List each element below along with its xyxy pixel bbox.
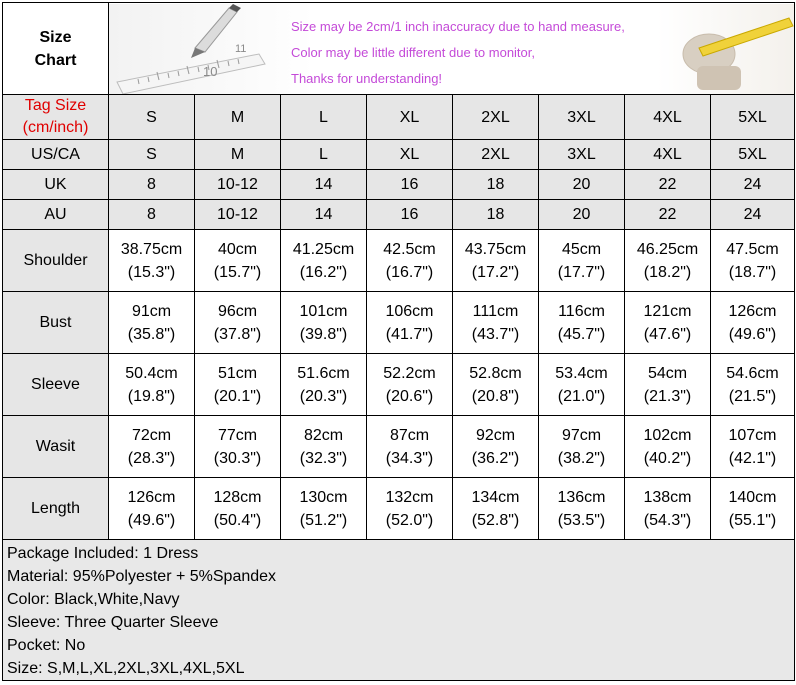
measurement-cell [195,354,281,416]
measurement-row [3,230,795,292]
measurement-cell [281,292,367,354]
measurement-cm: 126cm [728,302,777,320]
conversion-row-au [3,200,795,230]
table-cell: 10-12 [195,200,281,230]
measurement-cm: 132cm [385,488,434,506]
measurement-label: Shoulder [3,230,109,292]
size-header-cell: L [281,95,367,140]
banner-graphic [109,4,794,94]
measurement-inch: (42.1") [728,449,777,467]
measurement-cm: 52.8cm [469,364,522,382]
product-info [3,540,795,681]
measurement-cell [195,416,281,478]
table-cell: 16 [367,170,453,200]
measurement-cm: 128cm [213,488,262,506]
measurement-cm: 42.5cm [383,240,436,258]
measurement-inch: (41.7") [385,325,434,343]
table-cell: 16 [367,200,453,230]
tag-size-row [3,95,795,140]
table-cell: 18 [453,170,539,200]
measurement-cm: 130cm [299,488,348,506]
measurement-cell [281,354,367,416]
measurement-cell [625,478,711,540]
measurement-inch: (51.2") [299,511,348,529]
measurement-cell [625,416,711,478]
measurement-cm: 51cm [217,364,258,382]
measurement-cell [711,416,795,478]
measurement-cm: 40cm [217,240,258,258]
measurement-inch: (47.6") [643,325,692,343]
info-pocket: Pocket: No [7,637,86,654]
measurement-inch: (43.7") [471,325,520,343]
measurement-inch: (39.8") [299,325,348,343]
table-cell: XL [367,140,453,170]
table-cell: 10-12 [195,170,281,200]
measurement-cm: 54.6cm [726,364,779,382]
table-cell: M [195,140,281,170]
measurement-inch: (36.2") [471,449,520,467]
measurement-cm: 82cm [303,426,344,444]
measurement-label: Length [3,478,109,540]
table-cell: 24 [711,200,795,230]
measurement-inch: (15.7") [213,263,262,281]
measurement-rows [3,230,795,540]
table-cell: 20 [539,200,625,230]
measurement-inch: (21.3") [643,387,692,405]
measurement-inch: (49.6") [728,325,777,343]
measurement-cm: 134cm [471,488,520,506]
row-label-uk: UK [3,170,109,200]
table-cell: 24 [711,170,795,200]
table-cell: 8 [109,170,195,200]
measurement-inch: (52.8") [471,511,520,529]
measurement-inch: (32.3") [299,449,348,467]
size-chart-title [3,3,109,95]
measurement-cell [109,354,195,416]
measurement-cm: 43.75cm [464,240,527,258]
measurement-cell [367,292,453,354]
table-cell: 3XL [539,140,625,170]
measurement-inch: (45.7") [557,325,606,343]
measurement-cm: 96cm [217,302,258,320]
conversion-row-uk [3,170,795,200]
measurement-cell [195,478,281,540]
measurement-cell [539,292,625,354]
measurement-cm: 38.75cm [120,240,183,258]
table-cell: 22 [625,200,711,230]
size-header-cell: 4XL [625,95,711,140]
table-cell: 14 [281,170,367,200]
measurement-cm: 102cm [643,426,692,444]
measurement-cm: 92cm [475,426,516,444]
size-header-cell: M [195,95,281,140]
title-line-2: Chart [34,51,77,69]
measurement-cell [281,416,367,478]
measurement-cell [367,416,453,478]
measurement-cell [539,354,625,416]
measurement-cell [625,354,711,416]
tag-size-label-line-1: Tag Size [24,97,87,114]
ruler-icon [117,54,265,94]
measurement-cell [367,230,453,292]
measurement-cell [367,478,453,540]
measurement-cell [711,478,795,540]
table-cell: 8 [109,200,195,230]
measurement-inch: (17.2") [471,263,520,281]
measurement-cell [625,230,711,292]
measurement-cell [109,478,195,540]
measurement-inch: (53.5") [557,511,606,529]
measurement-cm: 46.25cm [636,240,699,258]
banner-row [3,3,795,95]
measurement-cell [539,230,625,292]
measurement-row [3,416,795,478]
table-cell: 18 [453,200,539,230]
ruler-number-11: 11 [235,42,247,55]
measurement-inch: (19.8") [127,387,176,405]
measurement-cm: 121cm [643,302,692,320]
measurement-inch: (18.7") [728,263,777,281]
measurement-inch: (16.7") [385,263,434,281]
measurement-cm: 54cm [647,364,688,382]
measurement-cell [195,230,281,292]
measurement-cell [453,230,539,292]
measurement-cell [109,416,195,478]
measurement-inch: (20.1") [213,387,262,405]
banner [109,3,795,95]
measurement-cell [453,292,539,354]
size-header-cell: 5XL [711,95,795,140]
measurement-inch: (21.0") [557,387,606,405]
measurement-inch: (37.8") [213,325,262,343]
note-line-2: Color may be little different due to monitor, [291,44,535,60]
measurement-cm: 50.4cm [125,364,178,382]
measurement-cm: 126cm [127,488,176,506]
measurement-inch: (49.6") [127,511,176,529]
measurement-cm: 97cm [561,426,602,444]
measurement-cell [281,478,367,540]
measurement-cm: 140cm [728,488,777,506]
measurement-cell [711,354,795,416]
info-material: Material: 95%Polyester + 5%Spandex [7,568,277,585]
table-cell: 14 [281,200,367,230]
measurement-cell [711,292,795,354]
measurement-inch: (30.3") [213,449,262,467]
product-info-row [3,540,795,681]
measurement-cm: 47.5cm [726,240,779,258]
measurement-inch: (34.3") [385,449,434,467]
measurement-cm: 53.4cm [555,364,608,382]
measurement-label: Wasit [3,416,109,478]
measurement-inch: (20.8") [471,387,520,405]
info-color: Color: Black,White,Navy [7,591,180,608]
table-cell: 4XL [625,140,711,170]
measurement-cell [109,292,195,354]
measurement-cm: 72cm [131,426,172,444]
measurement-cm: 51.6cm [297,364,350,382]
size-chart-sheet [2,2,794,683]
measurement-inch: (35.8") [127,325,176,343]
size-chart-table [2,2,795,681]
measurement-cm: 106cm [385,302,434,320]
measurement-cell [539,416,625,478]
measurement-row [3,292,795,354]
measurement-inch: (55.1") [728,511,777,529]
pen-icon [195,8,237,52]
measurement-cm: 45cm [561,240,602,258]
measurement-inch: (21.5") [728,387,777,405]
tag-size-label [3,95,109,140]
measurement-label: Sleeve [3,354,109,416]
hand-palm-icon [697,66,741,90]
table-cell: 2XL [453,140,539,170]
tag-size-label-line-2: (cm/inch) [22,119,89,136]
ruler-number-10: 10 [203,63,218,79]
measurement-cm: 52.2cm [383,364,436,382]
measurement-cell [367,354,453,416]
title-line-1: Size [39,28,72,46]
table-cell: S [109,140,195,170]
row-label-us-ca: US/CA [3,140,109,170]
measurement-label: Bust [3,292,109,354]
measurement-inch: (38.2") [557,449,606,467]
disclaimer-notes [291,14,625,92]
table-cell: 20 [539,170,625,200]
info-package: Package Included: 1 Dress [7,545,199,562]
measurement-cell [281,230,367,292]
measurement-cm: 101cm [299,302,348,320]
measurement-inch: (28.3") [127,449,176,467]
table-cell: L [281,140,367,170]
measurement-cm: 91cm [131,302,172,320]
measurement-cell [539,478,625,540]
measurement-row [3,478,795,540]
measurement-cm: 116cm [558,302,605,320]
measurement-inch: (52.0") [385,511,434,529]
measurement-inch: (50.4") [213,511,262,529]
measurement-inch: (40.2") [643,449,692,467]
measurement-cell [625,292,711,354]
size-header-cell: XL [367,95,453,140]
measurement-inch: (15.3") [127,263,176,281]
measurement-cm: 138cm [643,488,692,506]
note-line-1: Size may be 2cm/1 inch inaccuracy due to hand measure, [291,18,625,34]
table-cell: 5XL [711,140,795,170]
measurement-cm: 111cm [472,302,519,320]
measurement-cm: 77cm [217,426,258,444]
conversion-row-us [3,140,795,170]
size-header-cell: 2XL [453,95,539,140]
measurement-row [3,354,795,416]
measurement-inch: (16.2") [299,263,348,281]
measurement-inch: (18.2") [643,263,692,281]
measurement-cm: 136cm [557,488,606,506]
measurement-inch: (20.6") [385,387,434,405]
measurement-cell [711,230,795,292]
measurement-cell [195,292,281,354]
measurement-cm: 107cm [728,426,777,444]
measurement-cell [453,478,539,540]
measurement-cell [453,354,539,416]
size-header-cell: 3XL [539,95,625,140]
info-size: Size: S,M,L,XL,2XL,3XL,4XL,5XL [7,660,245,677]
measurement-cm: 87cm [389,426,430,444]
measurement-inch: (54.3") [643,511,692,529]
measurement-cell [109,230,195,292]
size-header-cell: S [109,95,195,140]
info-sleeve: Sleeve: Three Quarter Sleeve [7,614,219,631]
measurement-cm: 41.25cm [292,240,355,258]
note-line-3: Thanks for understanding! [291,70,443,86]
row-label-au: AU [3,200,109,230]
measurement-inch: (17.7") [557,263,606,281]
measurement-inch: (20.3") [299,387,348,405]
measurement-cell [453,416,539,478]
table-cell: 22 [625,170,711,200]
